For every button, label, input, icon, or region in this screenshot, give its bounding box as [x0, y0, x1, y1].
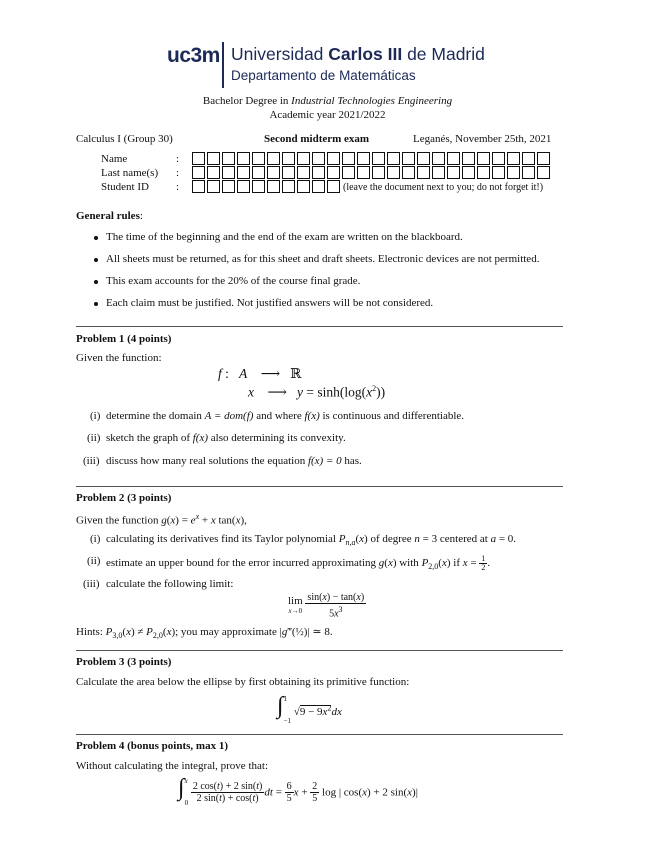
letter-box[interactable] [312, 152, 325, 165]
section-divider [76, 650, 563, 651]
letter-box[interactable] [312, 166, 325, 179]
p1-i-text1: determine the domain [106, 410, 205, 422]
letter-box[interactable] [207, 180, 220, 193]
problem2-intro: Given the function $g(x) = e^x + x$ tan(x), [76, 512, 247, 527]
problem2-intro-text: Given the function [76, 514, 162, 527]
problem1-item [106, 455, 362, 467]
university-regular: Universidad [231, 44, 329, 64]
student-id-note: (leave the document next to you; do not forget it!) [343, 182, 544, 193]
place-date: Leganés, November 25th, 2021 [413, 133, 552, 145]
function-definition-line1: f : A ⟶ ℝ [218, 366, 302, 381]
p1-i-text3: is continuous and differentiable. [319, 410, 465, 422]
department-name: Departamento de Matemáticas [231, 68, 416, 83]
letter-box[interactable] [462, 152, 475, 165]
letter-box[interactable] [297, 180, 310, 193]
letter-box[interactable] [492, 152, 505, 165]
logo-divider [222, 42, 224, 88]
p1-iii-text1: discuss how many real solutions the equation [106, 455, 308, 467]
problem4-title: Problem 4 (bonus points, max 1) [76, 740, 228, 752]
problem2-item-num: (i) [90, 533, 101, 545]
degree-name: Industrial Technologies Engineering [291, 95, 453, 107]
letter-box[interactable] [252, 180, 265, 193]
problem1-item [106, 410, 464, 422]
letter-box[interactable] [447, 166, 460, 179]
letter-box[interactable] [207, 152, 220, 165]
letter-box[interactable] [537, 152, 550, 165]
problem2-hints: Hints: $P_{3,0}(x) \ne P_{2,0}(x)$; you may approximate |g‴(½)| ≃ 8. [76, 626, 333, 641]
letter-box[interactable] [402, 166, 415, 179]
general-rules-title: General rules: [76, 210, 143, 222]
letter-box[interactable] [267, 180, 280, 193]
hints-label: Hints: [76, 626, 106, 638]
letter-box[interactable] [462, 166, 475, 179]
letter-box[interactable] [477, 166, 490, 179]
letter-box[interactable] [192, 180, 205, 193]
problem2-item: estimate an upper bound for the error incurred approximating g(x) with $P_{2,0}(x)$ if x = $\frac{1}{2}$ . [106, 554, 491, 572]
lastname-colon: : [176, 167, 180, 179]
letter-box[interactable] [387, 166, 400, 179]
uc3m-logo: uc3m [167, 44, 220, 67]
letter-box[interactable] [372, 152, 385, 165]
letter-box[interactable] [207, 166, 220, 179]
letter-box[interactable] [312, 180, 325, 193]
university-name [231, 44, 485, 65]
university-tail: de Madrid [402, 44, 485, 64]
university-bold: Carlos III [328, 44, 403, 64]
problem4-intro: Without calculating the integral, prove that: [76, 760, 268, 772]
degree-prefix: Bachelor Degree in [202, 95, 292, 107]
section-divider [76, 326, 563, 327]
p1-i-text2: and where [253, 410, 305, 422]
p1-i-math2: f(x) [304, 410, 320, 422]
letter-box[interactable] [522, 152, 535, 165]
letter-box[interactable] [237, 180, 250, 193]
letter-box[interactable] [192, 166, 205, 179]
p2-ii-text: estimate an upper bound for the error incurred approximating [106, 557, 377, 570]
problem2-item: calculating its derivatives find its Taylor polynomial $P_{n,a}(x)$ of degree n = 3 centered at a = 0. [106, 533, 517, 548]
letter-box[interactable] [432, 152, 445, 165]
problem3-title: Problem 3 (3 points) [76, 656, 172, 668]
letter-box[interactable] [402, 152, 415, 165]
student-id-label: Student ID [101, 181, 149, 193]
problem1-intro: Given the function: [76, 352, 162, 364]
problem1-item-num: (i) [90, 410, 101, 422]
problem2-title: Problem 2 (3 points) [76, 492, 172, 504]
letter-box[interactable] [327, 166, 340, 179]
bullet-icon [94, 302, 98, 306]
problem3-intro: Calculate the area below the ellipse by first obtaining its primitive function: [76, 676, 410, 688]
letter-box[interactable] [252, 166, 265, 179]
rule-item: All sheets must be returned, as for this sheet and draft sheets. Electronic devices are not permitted. [106, 253, 540, 265]
name-label: Name [101, 153, 128, 165]
letter-box[interactable] [222, 166, 235, 179]
p1-iii-math1: f(x) = 0 [307, 455, 342, 467]
letter-box[interactable] [417, 152, 430, 165]
letter-box[interactable] [477, 152, 490, 165]
general-rules-heading: General rules [76, 210, 140, 222]
letter-box[interactable] [222, 180, 235, 193]
name-colon: : [176, 153, 180, 165]
lastname-boxes[interactable] [192, 166, 552, 179]
problem1-item-num: (iii) [83, 455, 100, 467]
letter-box[interactable] [192, 152, 205, 165]
p2-i-text: calculating its derivatives find its Taylor polynomial [106, 533, 336, 545]
integral-expression: ∫ 1 −1 $√9 - 9x^2dx$ [277, 693, 342, 726]
letter-box[interactable] [372, 166, 385, 179]
letter-box[interactable] [327, 180, 340, 193]
letter-box[interactable] [282, 166, 295, 179]
letter-box[interactable] [327, 152, 340, 165]
limit-expression: lim x→0 $\frac{\sin(x) - \tan(x)}{5x^3}$ [288, 592, 365, 620]
letter-box[interactable] [387, 152, 400, 165]
student-id-colon: : [176, 181, 180, 193]
letter-box[interactable] [282, 152, 295, 165]
course-name: Calculus I (Group 30) [76, 133, 173, 145]
p1-ii-text2: also determining its convexity. [208, 432, 346, 444]
p1-ii-math1: f(x) [192, 432, 209, 444]
problem1-item-num: (ii) [87, 432, 101, 444]
letter-box[interactable] [297, 152, 310, 165]
rule-item: The time of the beginning and the end of the exam are written on the blackboard. [106, 231, 463, 243]
bullet-icon [94, 236, 98, 240]
section-divider [76, 486, 563, 487]
academic-year: Academic year 2021/2022 [269, 109, 386, 121]
function-definition-line2: x ⟶ $y = \sinh(\log(x^2))$ [248, 384, 386, 400]
student-id-boxes[interactable] [192, 180, 342, 193]
problem1-title: Problem 1 (4 points) [76, 333, 172, 345]
letter-box[interactable] [417, 166, 430, 179]
letter-box[interactable] [432, 166, 445, 179]
letter-box[interactable] [507, 152, 520, 165]
degree-line [0, 95, 655, 107]
section-divider [76, 734, 563, 735]
exam-title: Second midterm exam [264, 133, 370, 145]
letter-box[interactable] [342, 152, 355, 165]
rule-item: This exam accounts for the 20% of the course final grade. [106, 275, 361, 287]
letter-box[interactable] [492, 166, 505, 179]
letter-box[interactable] [447, 152, 460, 165]
letter-box[interactable] [522, 166, 535, 179]
problem1-item [106, 432, 346, 444]
p1-iii-text2: has. [341, 455, 362, 467]
letter-box[interactable] [537, 166, 550, 179]
letter-box[interactable] [267, 152, 280, 165]
letter-box[interactable] [252, 152, 265, 165]
letter-box[interactable] [357, 166, 370, 179]
hints-text: ; you may approximate [175, 626, 277, 638]
name-boxes[interactable] [192, 152, 552, 165]
letter-box[interactable] [357, 152, 370, 165]
lastname-label: Last name(s) [101, 167, 159, 179]
problem2-item: calculate the following limit: [106, 578, 234, 590]
p1-i-math1: A = dom(f) [204, 410, 254, 422]
letter-box[interactable] [237, 166, 250, 179]
letter-box[interactable] [297, 166, 310, 179]
letter-box[interactable] [342, 166, 355, 179]
letter-box[interactable] [222, 152, 235, 165]
rule-item: Each claim must be justified. Not justified answers will be not considered. [106, 297, 434, 309]
letter-box[interactable] [237, 152, 250, 165]
bullet-icon [94, 258, 98, 262]
p1-ii-text1: sketch the graph of [106, 432, 193, 444]
problem2-item-num: (ii) [87, 555, 101, 567]
bullet-icon [94, 280, 98, 284]
letter-box[interactable] [267, 166, 280, 179]
letter-box[interactable] [507, 166, 520, 179]
integral-identity: ∫ x 0 $\frac{2 \cos(t) + 2 \sin(t)}{2 \sin(t) + \cos(t)}$ dt = $\frac{6}{5}$ x + $\frac{2}{5}$ log | cos(x) + 2 sin(x)| [178, 775, 418, 808]
problem2-item-num: (iii) [83, 578, 100, 590]
letter-box[interactable] [282, 180, 295, 193]
